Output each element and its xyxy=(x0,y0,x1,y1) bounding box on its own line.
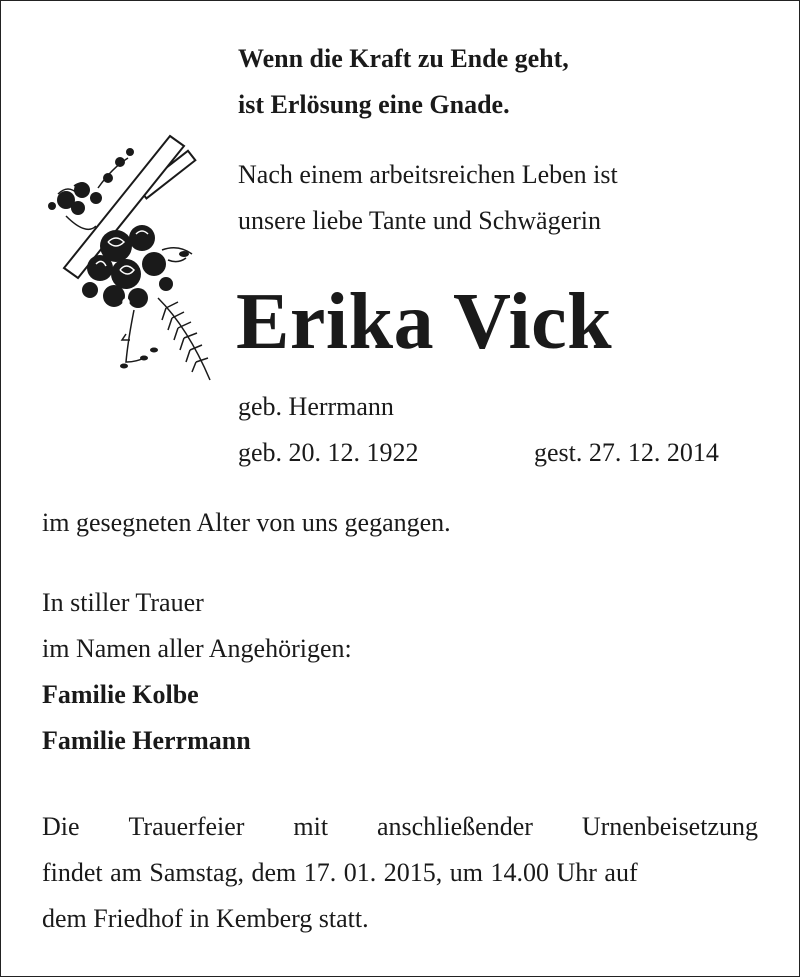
ceremony-word: mit xyxy=(293,812,329,841)
family-herrmann: Familie Herrmann xyxy=(42,726,251,755)
family-kolbe: Familie Kolbe xyxy=(42,680,199,709)
mourning-line-2: im Namen aller Angehörigen: xyxy=(42,634,352,663)
motto-line-2: ist Erlösung eine Gnade. xyxy=(238,90,510,119)
ceremony-line-1 xyxy=(42,814,758,840)
intro-line-1: Nach einem arbeitsreichen Leben ist xyxy=(238,160,618,189)
mourning-line-1: In stiller Trauer xyxy=(42,588,204,617)
birth-date: geb. 20. 12. 1922 xyxy=(238,438,419,467)
intro-line-2: unsere liebe Tante und Schwägerin xyxy=(238,206,602,235)
deceased-name: Erika Vick xyxy=(236,278,613,366)
ceremony-word: Die xyxy=(42,812,80,841)
maiden-name: geb. Herrmann xyxy=(238,392,394,421)
cross-with-roses-icon xyxy=(38,128,218,386)
passing-text: im gesegneten Alter von uns gegangen. xyxy=(42,508,451,537)
motto-line-1: Wenn die Kraft zu Ende geht, xyxy=(238,44,569,73)
death-date: gest. 27. 12. 2014 xyxy=(534,438,719,467)
ceremony-line-3: dem Friedhof in Kemberg statt. xyxy=(42,904,369,933)
ceremony-word: Urnenbeisetzung xyxy=(581,812,758,841)
ceremony-word: Trauerfeier xyxy=(128,812,245,841)
ceremony-word: anschließender xyxy=(376,812,533,841)
ceremony-line-2: findet am Samstag, dem 17. 01. 2015, um 14.00 Uhr auf xyxy=(42,858,638,887)
